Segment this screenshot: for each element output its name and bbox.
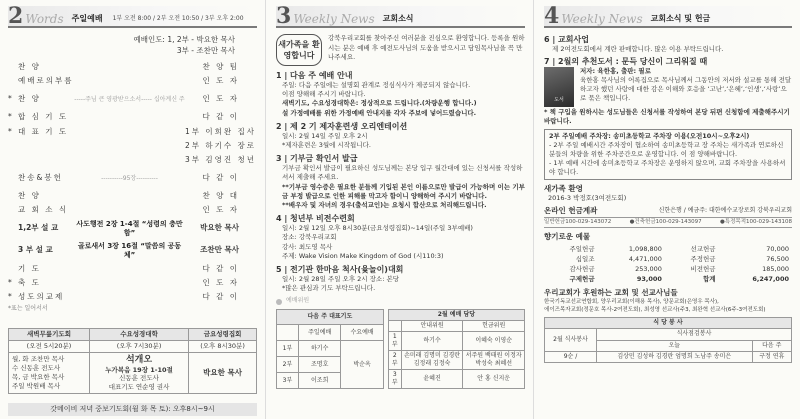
- order-row: 2부 하기수 장로: [185, 140, 257, 150]
- stat-row: 주일헌금 1,098,800 선교헌금 70,000: [569, 244, 789, 253]
- order-row: 기 도 다 같 이: [18, 263, 239, 273]
- parking-notice: 2부 주일예배 주차장: 송미초등학교 주차장 이용(오전10시~오후2시) - 2부 주일 예배시간 주차장이 협소하여 송미초등학교 장 주차는 새가족과 연로하신 분들의 차량을 위한 주차공간으로 운영합니다. 이 점 양해바랍니다. - 1부 예배 시간에 송미초등학교 주차장은 운영하지 않으며, 교회 주차장을 사용하셔야 합니다.: [544, 129, 792, 180]
- news-item-line: 일시: 2월 12일 오후 8시30분(금요성령집회)~14일(주일 3부예배): [282, 224, 473, 233]
- stat-row: 감사헌금 253,000 비전헌금 185,000: [569, 264, 789, 273]
- mission-title: 우리교회가 후원하는 교회 및 선교사님들: [544, 288, 678, 298]
- book-cover-image: 도서: [544, 67, 574, 107]
- header-script: Words: [25, 12, 64, 26]
- stat-row: 구제헌금 93,000 합계 6,247,000: [569, 274, 789, 283]
- news-item-line: 기부금 확인서 발급이 필요하신 성도님께는 본당 입구 월간대에 있는 신청서를 작성하셔서 제출해 주세요.: [282, 164, 523, 182]
- welcome-badge: 새가족을 환영합니다: [276, 34, 322, 66]
- page-title: 주일예배: [71, 14, 103, 23]
- order-row: 예배로의부름 인 도 자: [18, 76, 239, 86]
- feb-duty-table: 2월 예배 담당 안내위원 헌금위원 1부 하기수 이혜숙 이영순 2부 손미래 김명미 김경란 김정래 김정숙 서주원 백태원 이정자 박성숙 최혜선 3부 윤혜진 안 홍 신지운: [388, 309, 525, 390]
- news-item-title: 2 | 제 2 기 제자훈련생 오리엔테이션: [276, 121, 408, 131]
- news-item-title: 1 | 다음 주 예배 안내: [276, 71, 353, 80]
- offering-panel: [536, 0, 800, 419]
- duty-tables: [276, 309, 525, 390]
- stat-row: 십일조 4,471,000 주정헌금 76,500: [575, 254, 789, 263]
- page-number: 3: [276, 3, 292, 29]
- offering-header: [544, 3, 792, 29]
- worship-panel: [0, 0, 266, 419]
- news-list: [276, 70, 525, 293]
- welcome-text: 강북우리교회를 찾아주신 여러분을 진심으로 환영합니다. 등록을 원하시는 분은 예배 후 예전도사님의 도움을 받으시고 담임목사님을 꼭 만나주세요.: [328, 34, 525, 61]
- news-item-line: 설 가정예배를 위한 가정예배 안내지를 각자 주보에 넣어드렸습니다.: [282, 108, 477, 117]
- page-number: 2: [8, 3, 24, 29]
- order-row: 찬 양 찬 양 팀: [18, 62, 239, 72]
- meal-service-table: 식 당 봉 사 2월 식사봉사 식사점검봉사 오늘 다음 주 9순 / 김상민 김성하 김경란 엄명희 노남주 송미은 구정 연휴: [544, 317, 792, 362]
- order-row: * 축 도 인 도 자: [8, 277, 239, 287]
- prayer-meetings: [8, 328, 257, 394]
- page-title: 교회소식 및 헌금: [650, 14, 711, 23]
- news-item-line: 일시: 2월 14일 주일 오후 2시: [282, 131, 368, 140]
- news-header: [276, 3, 525, 29]
- presider-block: 예배인도: 1, 2부 - 박요한 목사 3부 - 조찬만 목사: [133, 35, 235, 55]
- offering-stats-table: [544, 244, 792, 284]
- order-row: 교 회 소 식 인 도 자: [18, 205, 239, 215]
- order-row: * 대 표 기 도 1부 이희완 집사: [8, 126, 257, 136]
- prayer-duty-table: 다음 주 대표기도 주일예배 수요예배 1부 하기수 박순옥 2부 조명호 3부 이조희: [276, 309, 384, 390]
- news-item-line: **기부금 영수증은 필요한 분들께 기입된 본인 이름으로만 발급이 가능하며 이는 기부금 부정 발급으로 인한 피해를 막고자 함이니 양해하여 주시기 바랍니다.: [282, 182, 525, 200]
- welcome-box: [276, 34, 525, 66]
- news-panel: [268, 0, 534, 419]
- header-script: Weekly News: [293, 12, 375, 26]
- news-item-line: 강사: 최도영 목사: [282, 242, 333, 251]
- bullet-icon: [276, 299, 282, 305]
- dawn-schedule: 월, 화 조찬만 목사 수 신동훈 전도사 목, 금 박요한 목사 주일 박원배 목사: [9, 352, 90, 393]
- page-title: 교회소식: [382, 14, 414, 23]
- news-item-line: 주제: Wake Vision Make Kingdom of God (시110:3): [282, 251, 444, 260]
- online-offering: 온라인 헌금계좌 신한은행 / 예금주: 대한예수교장로회 강북우리교회: [544, 205, 792, 215]
- order-row: 3 부 설 교 골로새서 3장 16절 “말씀의 공동체” 조찬만 목사: [18, 241, 239, 259]
- worship-order: [8, 60, 257, 304]
- prayer-meetings-table: 새벽무릎기도회 수요성경대학 금요성령집회 (오전 5시20분) (오후 7시30분) (오후 8시30분) 월, 화 조찬만 목사 수 신동훈 전도사 목, 금 박요한 목사 주일 박원배 목사 석개오 누가복음 19장 1-10절 신동훈 전도사 대표기도 연순영 권사 박요한 목사: [8, 328, 257, 394]
- news-item-title: 5 | 전기관 한마음 척사(윷놀이)대회: [276, 265, 404, 275]
- order-row: * 성도의교제 다 같 이: [8, 291, 239, 301]
- order-row: * 찬 양 -----주님 큰 영광받으소서----- 십아계신 주 인 도 자: [8, 94, 239, 104]
- news-item-title: 3 | 기부금 확인서 발급: [276, 154, 358, 164]
- wed-bible-college: 석개오 누가복음 19장 1-10절 신동훈 전도사 대표기도 연순영 권사: [89, 352, 188, 393]
- book-recommendation: 7 | 2월의 추천도서 : 문득 당신이 그리워질 때 도서 저자: 육한홍, 출판: 필로 육한홍 목사님의 어록집으로 목사님께서 그동안의 저서와 설교를 통해 전달하고자 했던 사랑에 대한 감은 이해와 호응을 ‘고난’,‘은혜’,‘인생’,‘사랑’으로 묶은 책입니다. * 책 구입을 원하시는 성도님들은 신청서를 작성하여 본당 뒤편 신청함에 제출해주시기 바랍니다.: [544, 57, 792, 125]
- news-item-title: 4 | 청년부 비전수련회: [276, 214, 355, 224]
- new-family-list: 2016-3 박정호(3여전도회): [548, 194, 627, 202]
- news-item-line: 장소: 강북우리교회: [282, 233, 337, 242]
- order-row: 1,2부 설 교 사도행전 2장 1-4절 “성령의 충만함” 박요한 목사: [18, 219, 239, 237]
- mission-list: 한국기독교선교연합회, 양우리교회(이해용 목사), 양문교회(은영우 목사), 에이즈목자교회(정문호 목사-2여전도회), 최성영 선교사(주3, 최완혁 선교사(6주-3여전도회): [544, 299, 766, 314]
- page-number: 4: [544, 3, 560, 29]
- offering-stats-title: 향기로운 예물: [544, 232, 591, 242]
- service-times: 1부 오전 8:00 / 2부 오전 10:50 / 3부 오후 2:00: [112, 15, 244, 22]
- news-item-line: 이점 양해해 주시기 바랍니다.: [282, 90, 366, 99]
- news-item-line: *많은 관심과 기도 부탁드립니다.: [282, 284, 376, 293]
- duty-section-header: 예배위원: [276, 297, 525, 305]
- news-item-line: **배우자 및 자녀의 경우(출석교인)는 요청시 합산으로 처리해드립니다.: [282, 201, 487, 210]
- header-script: Weekly News: [561, 12, 643, 26]
- account-numbers: 일반헌금100-029-143072 ●건축헌금100-029-143097 ●특정목적100-029-143108: [544, 217, 792, 228]
- news-item-line: *제자훈련은 3월에 시작됩니다.: [282, 141, 371, 150]
- order-row: 찬 양 찬 양 대: [18, 191, 239, 201]
- standing-note: *표는 일어서서: [8, 305, 48, 313]
- worship-header: [8, 3, 257, 29]
- fri-meeting: 박요한 목사: [189, 352, 257, 393]
- news-item-line: 일시: 2월 28일 주일 오후 2시 장소: 본당: [282, 275, 400, 284]
- intercession-footer: 갓메이비 저녁 중보기도회(월 화 목 토): 오후8시~9시: [8, 403, 257, 416]
- order-row: 찬송&봉헌 ----------95장---------- 다 같 이: [18, 173, 239, 183]
- order-row: 3부 김영진 청년: [185, 154, 257, 164]
- church-business: 6 | 교회사업 제 2여전도회에서 계란 판매합니다. 많은 이용 부탁드립니다.: [544, 35, 724, 53]
- news-item-line: 새벽기도, 수요성경대학은: 정상적으로 드립니다.(차량운행 합니다.): [282, 99, 477, 108]
- new-family-title: 새가족 환영: [544, 184, 583, 193]
- order-row: * 합 심 기 도 다 같 이: [8, 112, 239, 122]
- news-item-line: 주일: 다음 주일에는 설명회 관계로 정심식사가 제공되지 않습니다.: [282, 81, 471, 89]
